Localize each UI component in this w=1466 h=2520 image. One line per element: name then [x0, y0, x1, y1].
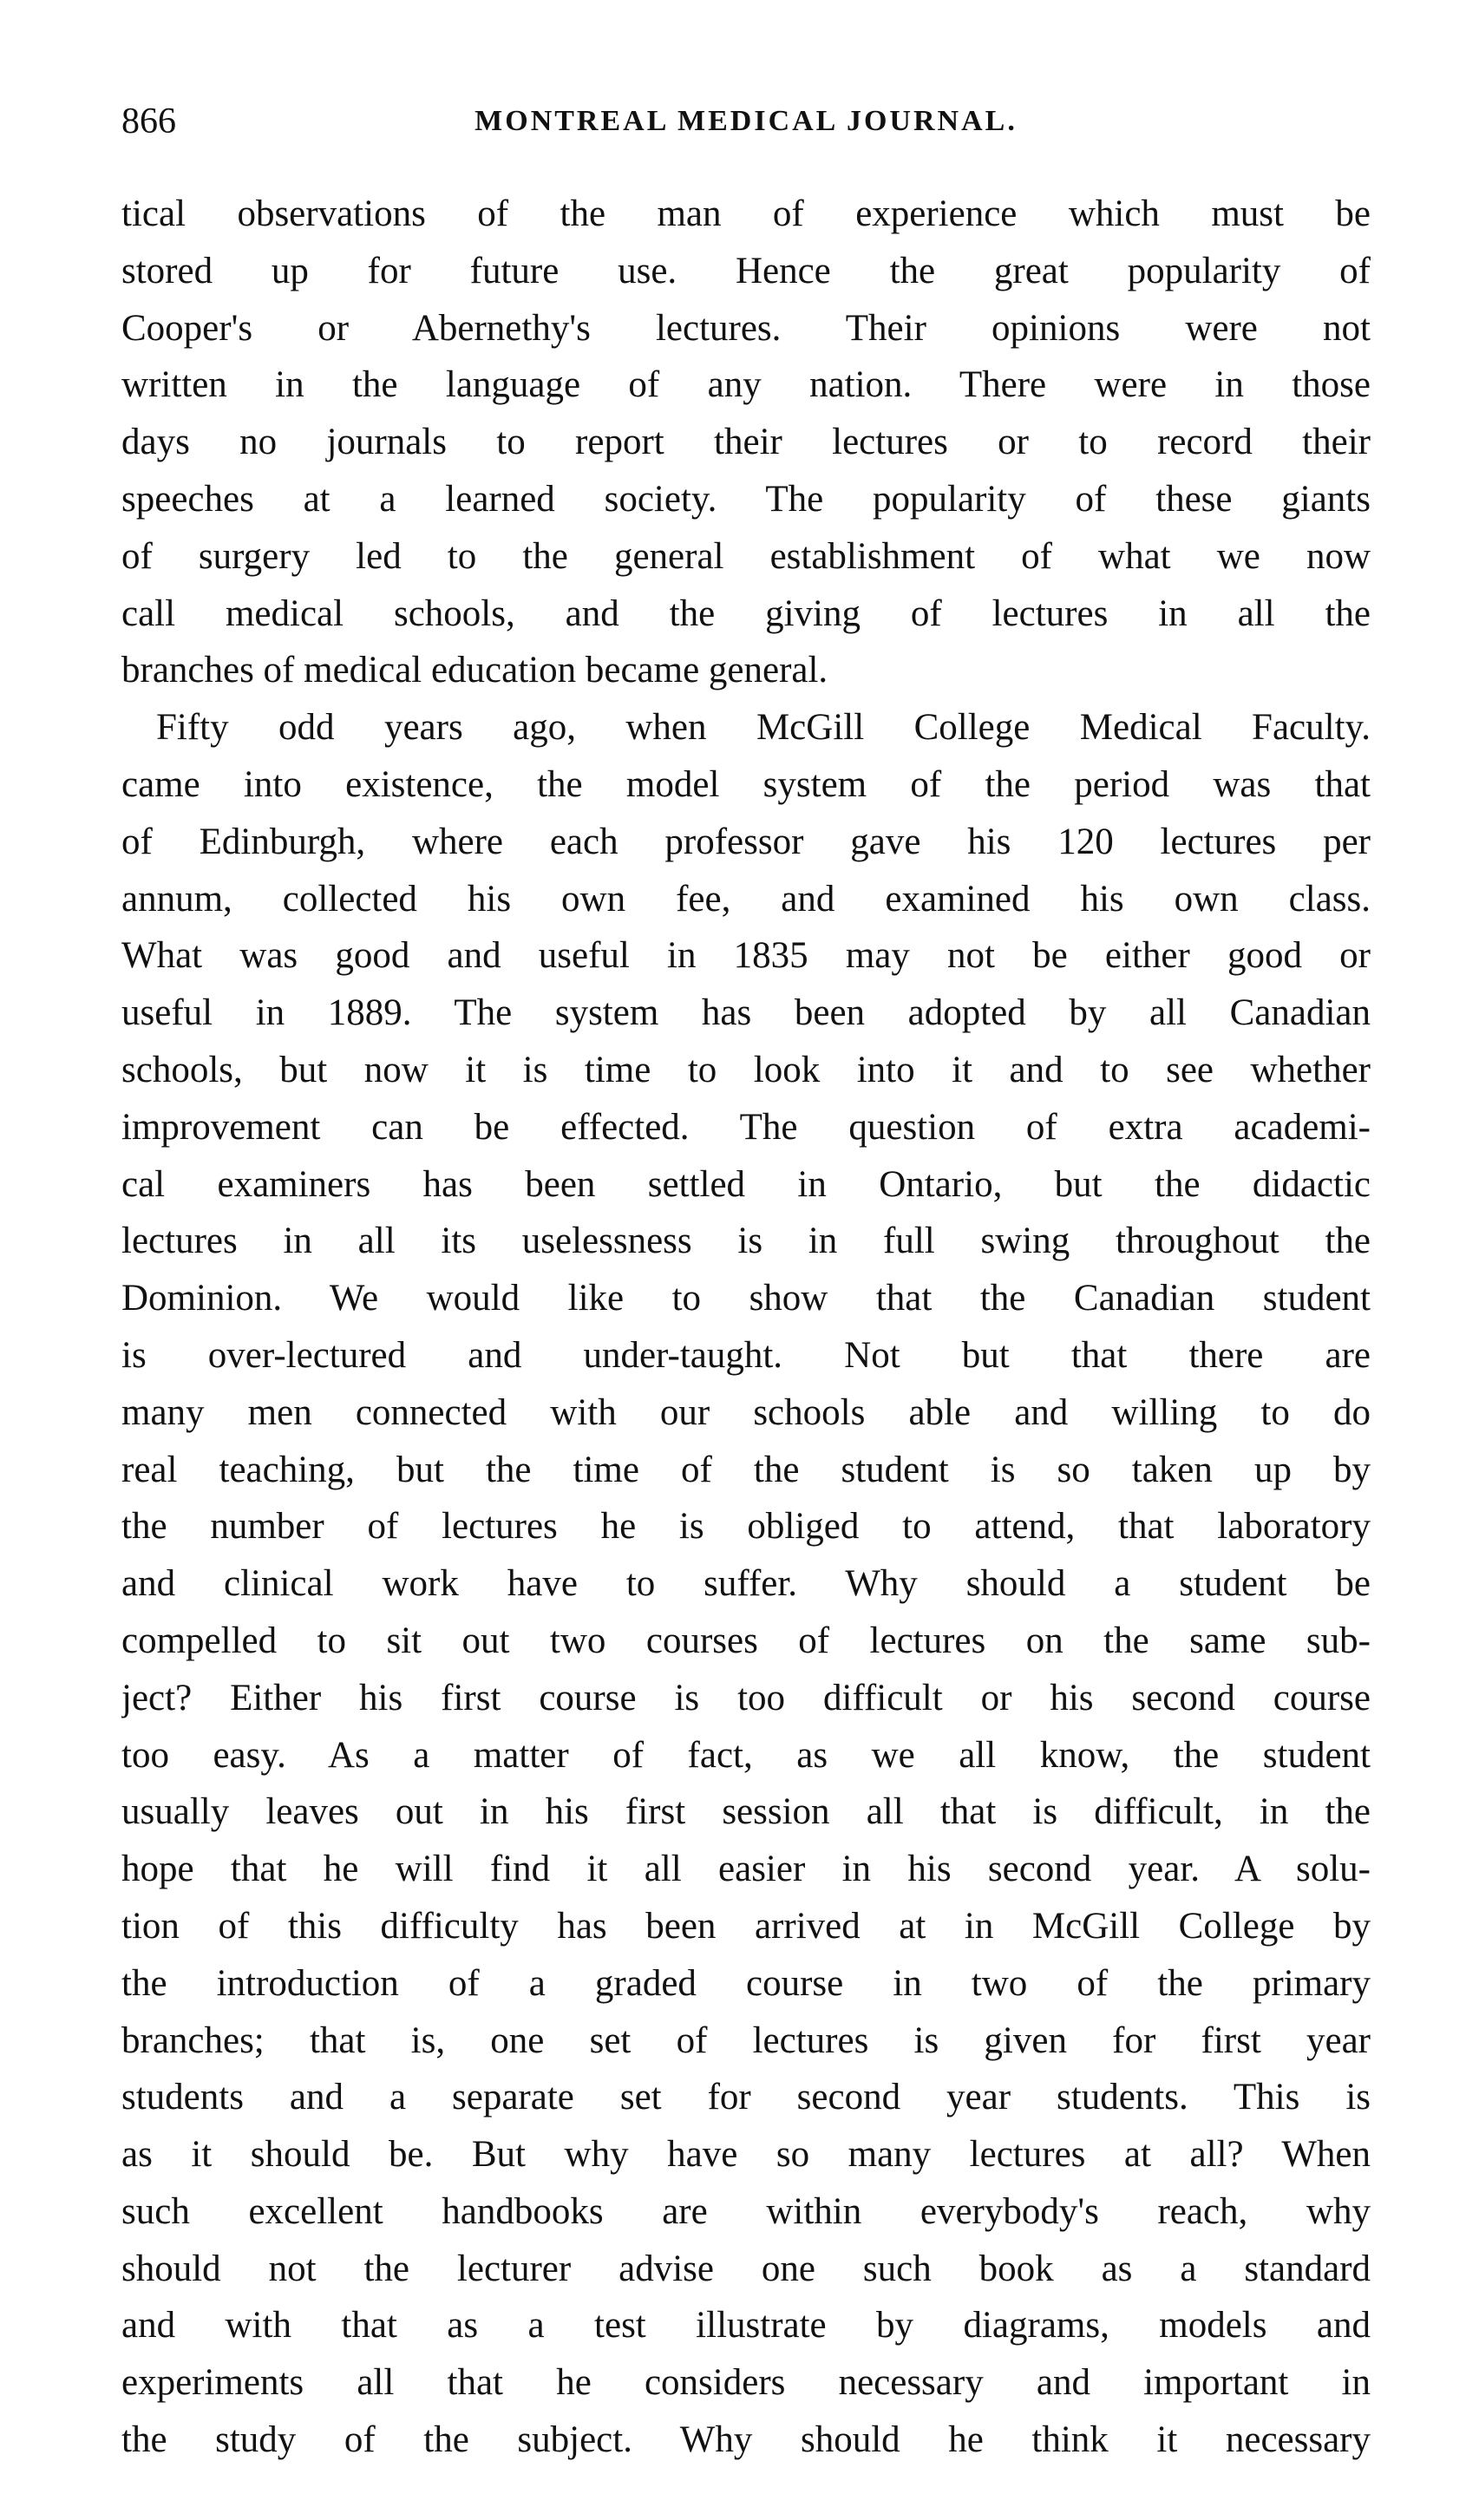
article-body: [121, 186, 1371, 2469]
text-line: branches of medical education became general.: [121, 650, 828, 691]
text-line: of surgery led to the general establishment of what we now: [121, 535, 1371, 577]
text-line: Cooper's or Abernethy's lectures. Their opinions were not: [121, 307, 1371, 349]
text-line: usually leaves out in his first session all that is difficult, in the: [121, 1791, 1371, 1833]
text-line: and with that as a test illustrate by diagrams, models and: [121, 2305, 1371, 2347]
text-line: compelled to sit out two courses of lectures on the same sub-: [121, 1620, 1371, 1661]
text-line: lectures in all its uselessness is in full swing throughout the: [121, 1221, 1371, 1262]
text-line: the study of the subject. Why should he think it necessary: [121, 2419, 1371, 2461]
text-line: speeches at a learned society. The popularity of these giants: [121, 478, 1371, 520]
text-line: written in the language of any nation. There were in those: [121, 364, 1371, 406]
text-line: many men connected with our schools able and willing to do: [121, 1391, 1371, 1433]
text-line: real teaching, but the time of the student is so taken up by: [121, 1449, 1371, 1490]
text-line: cal examiners has been settled in Ontario, but the didactic: [121, 1163, 1371, 1205]
text-line: such excellent handbooks are within everybody's reach, why: [121, 2190, 1371, 2232]
text-line: the number of lectures he is obliged to attend, that laboratory: [121, 1506, 1371, 1548]
text-line: schools, but now it is time to look into it and to see whether: [121, 1049, 1371, 1090]
text-line: improvement can be effected. The question of extra academi-: [121, 1106, 1371, 1148]
text-line: annum, collected his own fee, and examined his own class.: [121, 878, 1371, 920]
text-line: branches; that is, one set of lectures is given for first year: [121, 2019, 1371, 2061]
text-line: stored up for future use. Hence the great popularity of: [121, 250, 1371, 291]
text-line: ject? Either his first course is too difficult or his second course: [121, 1677, 1371, 1718]
page-header: [121, 95, 1371, 147]
page-number: 866: [121, 101, 176, 141]
text-line: should not the lecturer advise one such book as a standard: [121, 2248, 1371, 2289]
text-line: hope that he will find it all easier in his second year. A solu-: [121, 1849, 1371, 1890]
text-line: is over-lectured and under-taught. Not but that there are: [121, 1334, 1371, 1376]
text-line: days no journals to report their lectures or to record their: [121, 422, 1371, 463]
text-line: students and a separate set for second year students. This is: [121, 2077, 1371, 2118]
running-head: MONTREAL MEDICAL JOURNAL.: [474, 105, 1018, 137]
text-line: the introduction of a graded course in two of the primary: [121, 1962, 1371, 2004]
text-line: Dominion. We would like to show that the Canadian student: [121, 1278, 1371, 1319]
text-line: Fifty odd years ago, when McGill College Medical Faculty.: [156, 707, 1371, 749]
journal-page: [121, 95, 1371, 2469]
text-line: tical observations of the man of experience which must be: [121, 193, 1371, 234]
text-line: and clinical work have to suffer. Why should a student be: [121, 1563, 1371, 1605]
text-line: too easy. As a matter of fact, as we all know, the student: [121, 1734, 1371, 1776]
text-line: call medical schools, and the giving of lectures in all the: [121, 592, 1371, 634]
text-line: of Edinburgh, where each professor gave his 120 lectures per: [121, 821, 1371, 862]
text-line: tion of this difficulty has been arrived at in McGill College by: [121, 1905, 1371, 1947]
text-line: experiments all that he considers necessary and important in: [121, 2362, 1371, 2404]
text-line: What was good and useful in 1835 may not be either good or: [121, 935, 1371, 977]
text-line: as it should be. But why have so many lectures at all? When: [121, 2134, 1371, 2176]
text-line: useful in 1889. The system has been adopted by all Canadian: [121, 992, 1371, 1034]
text-line: came into existence, the model system of the period was that: [121, 763, 1371, 805]
